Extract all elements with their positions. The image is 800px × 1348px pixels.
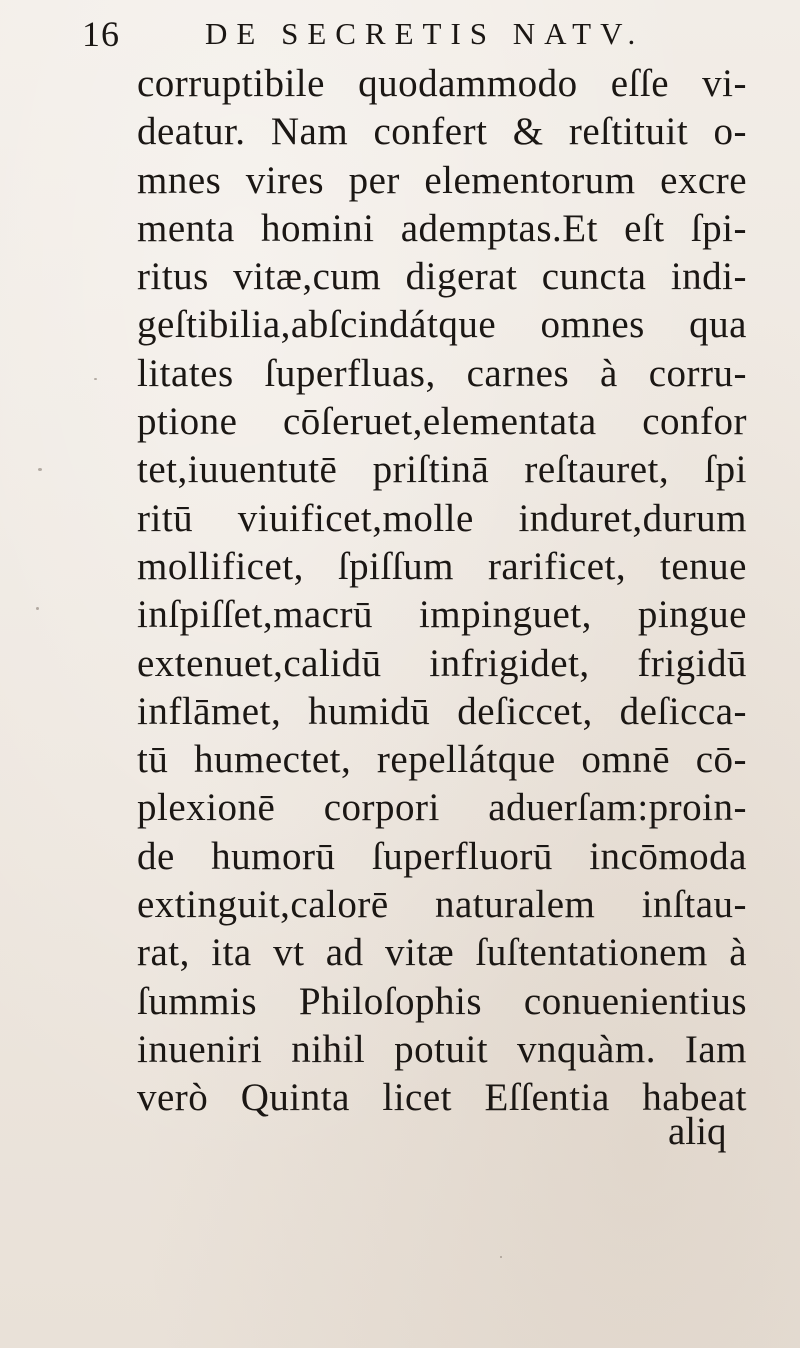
paper-speck: [500, 1256, 502, 1258]
text-line: tū humectet, repellátque omnē cō-: [137, 738, 747, 782]
text-line: ptione cōſeruet,elementata confor: [137, 400, 747, 444]
paper-speck: [94, 378, 97, 380]
text-line: extinguit,calorē naturalem inſtau-: [137, 883, 747, 927]
text-line: deatur. Nam confert & reſtituit o-: [137, 110, 747, 154]
text-line: verò Quinta licet Eſſentia habeat: [137, 1076, 747, 1120]
text-line: ſummis Philoſophis conuenientius: [137, 979, 747, 1023]
text-line: extenuet,calidū infrigidet, frigidū: [137, 641, 747, 685]
text-line: inſpiſſet,macrū impinguet, pingue: [137, 593, 747, 637]
paper-speck: [38, 468, 42, 471]
text-line: ritus vitæ,cum digerat cuncta indi-: [137, 255, 747, 299]
text-line: menta homini ademptas.Et eſt ſpi-: [137, 206, 747, 250]
body-text: [137, 60, 747, 1123]
paper-speck: [36, 607, 39, 610]
text-line: ritū viuificet,molle induret,durum: [137, 496, 747, 540]
text-line: inueniri nihil potuit vnquàm. Iam: [137, 1027, 747, 1071]
catchword: aliq: [668, 1110, 727, 1153]
text-line: mnes vires per elementorum excre: [137, 158, 747, 202]
page-header: [0, 14, 800, 54]
running-head: DE SECRETIS NATV.: [205, 16, 645, 51]
text-line: rat, ita vt ad vitæ ſuſtentationem à: [137, 931, 747, 975]
page-number: 16: [82, 14, 120, 54]
text-line: de humorū ſuperfluorū incōmoda: [137, 834, 747, 878]
text-line: tet,iuuentutē priſtinā reſtauret, ſpi: [137, 448, 747, 492]
text-line: geſtibilia,abſcindátque omnes qua: [137, 303, 747, 347]
text-line: inflāmet, humidū deſiccet, deſicca-: [137, 689, 747, 733]
text-line: plexionē corpori aduerſam:proin-: [137, 786, 747, 830]
text-line: litates ſuperfluas, carnes à corru-: [137, 351, 747, 395]
text-line: mollificet, ſpiſſum rarificet, tenue: [137, 544, 747, 588]
text-line: corruptibile quodammodo eſſe vi-: [137, 62, 747, 105]
